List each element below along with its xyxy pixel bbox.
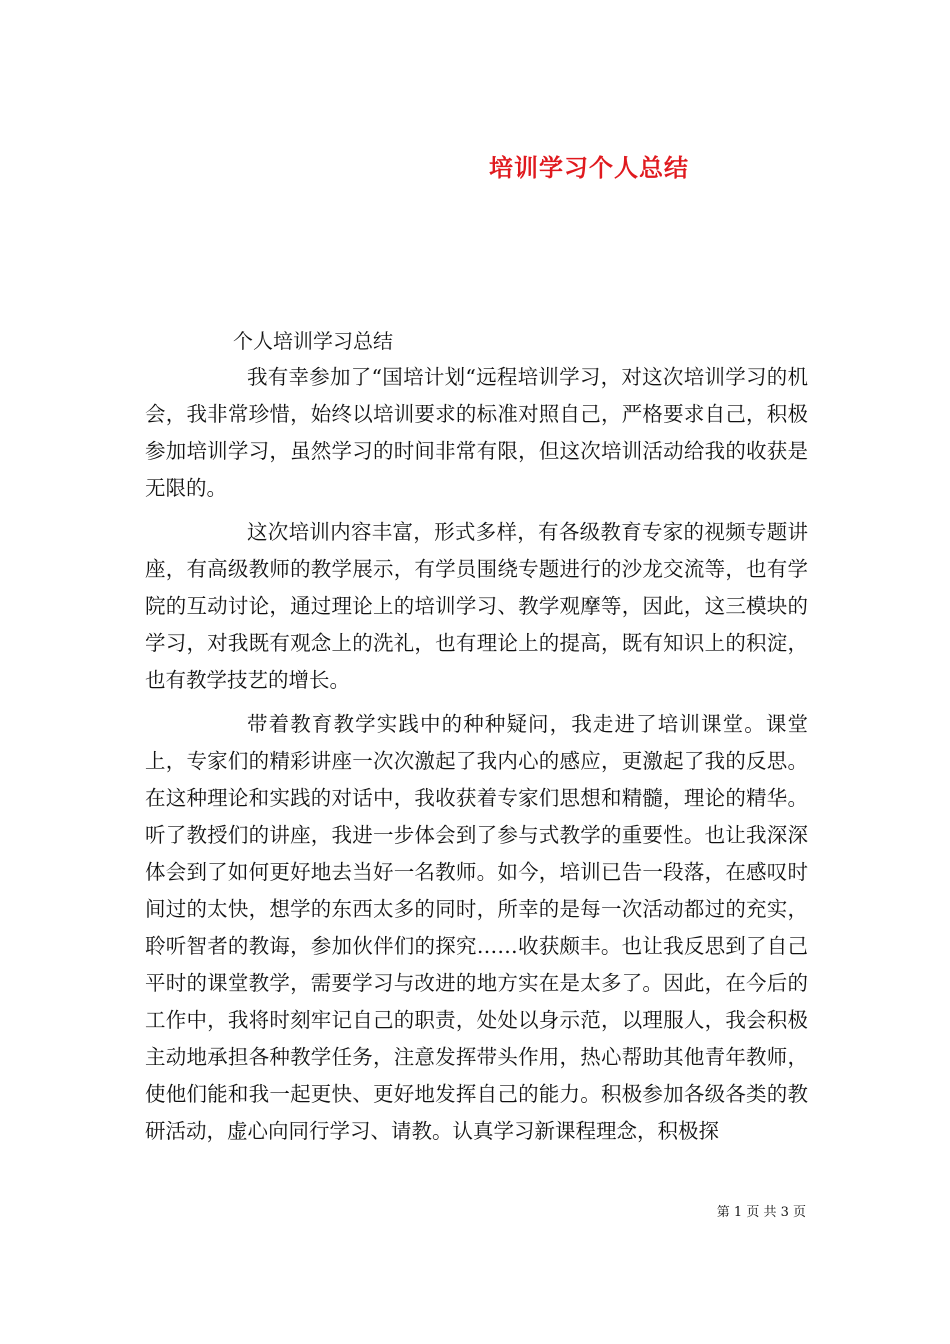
paragraph-3: 带着教育教学实践中的种种疑问，我走进了培训课堂。课堂上，专家们的精彩讲座一次次激起了我内心的感应，更激起了我的反思。在这种理论和实践的对话中，我收获着专家们思想和精髓，理论的精华。听了教授们的讲座，我进一步体会到了参与式教学的重要性。也让我深深体会到了如何更好地去当好一名教师。如今，培训已告一段落，在感叹时间过的太快，想学的东西太多的同时，所幸的是每一次活动都过的充实，聆听智者的教诲，参加伙伴们的探究……收获颇丰。也让我反思到了自己平时的课堂教学，需要学习与改进的地方实在是太多了。因此，在今后的工作中，我将时刻牢记自己的职责，处处以身示范，以理服人，我会积极主动地承担各种教学任务，注意发挥带头作用，热心帮助其他青年教师，使他们能和我一起更快、更好地发挥自己的能力。积极参加各级各类的教研活动，虚心向同行学习、请教。认真学习新课程理念，积极探 [145, 712, 808, 1143]
document-title: 培训学习个人总结 [489, 153, 689, 183]
paragraph-2: 这次培训内容丰富，形式多样，有各级教育专家的视频专题讲座，有高级教师的教学展示，有学员围绕专题进行的沙龙交流等，也有学院的互动讨论，通过理论上的培训学习、教学观摩等，因此，这三模块的学习，对我既有观念上的洗礼，也有理论上的提高，既有知识上的积淀，也有教学技艺的增长。 [145, 520, 808, 692]
paragraph-1: 我有幸参加了“国培计划“远程培训学习，对这次培训学习的机会，我非常珍惜，始终以培训要求的标准对照自己，严格要求自己，积极参加培训学习，虽然学习的时间非常有限，但这次培训活动给我的收获是无限的。 [145, 365, 808, 500]
document-subheading: 个人培训学习总结 [233, 329, 393, 353]
page-number-footer: 第 1 页 共 3 页 [716, 1205, 806, 1220]
document-body [145, 359, 808, 1150]
